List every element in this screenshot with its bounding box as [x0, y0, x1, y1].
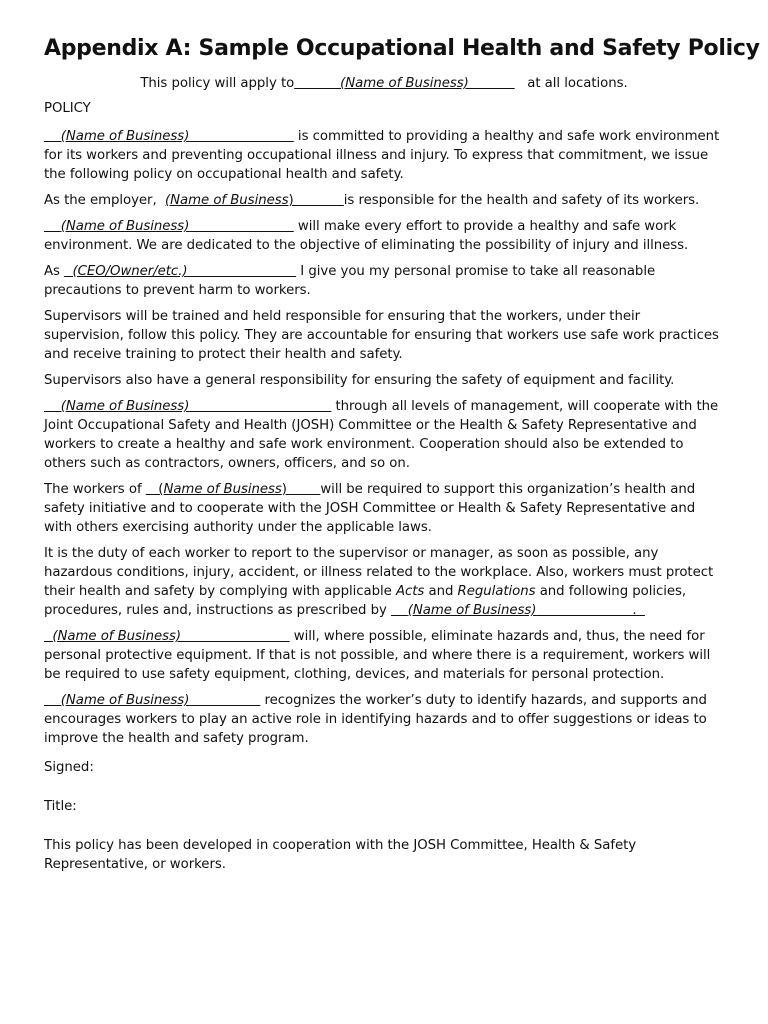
business-name-placeholder: Name of Business [163, 482, 282, 497]
document-title: Appendix A: Sample Occupational Health and Safety Policy [44, 36, 760, 61]
blank-pad: ) [281, 482, 321, 497]
business-name-blank [44, 693, 260, 708]
apply-statement [44, 74, 724, 93]
paragraph-effort [44, 217, 724, 255]
business-name-blank [44, 629, 290, 644]
regulations-term: Regulations [457, 584, 536, 599]
paragraph-text: I give you my personal promise to take all reasonable precautions to prevent harm to workers. [44, 264, 656, 298]
signed-label: Signed: [44, 760, 94, 775]
business-name-placeholder: (Name of Business [165, 193, 289, 208]
policy-label: POLICY [44, 101, 91, 116]
paragraph-pre: As [44, 264, 65, 279]
business-name-placeholder: (Name of Business) [60, 219, 190, 234]
business-name-placeholder: (Name of Business) [60, 693, 190, 708]
blank-pad [181, 629, 290, 644]
business-name-blank [294, 76, 515, 91]
paragraph-text: recognizes the worker’s duty to identify hazards, and supports and encourages workers to play an active role in identifying hazards and to offer suggestions or ideas to improve the health and safety program. [44, 693, 707, 746]
business-name-blank [44, 129, 294, 144]
blank-pad: ( [145, 482, 164, 497]
paragraph-promise [44, 262, 724, 300]
business-name-blank [146, 482, 321, 497]
blank-pad [189, 129, 293, 144]
business-name-placeholder: (Name of Business) [407, 603, 537, 618]
blank-pad [189, 219, 293, 234]
blank-pad [189, 693, 260, 708]
business-name-blank [165, 193, 344, 208]
acts-term: Acts [395, 584, 425, 599]
paragraph-workers-support [44, 480, 724, 537]
ceo-blank [64, 264, 296, 279]
paragraph-text: through all levels of management, will cooperate with the Joint Occupational Safety and Health (JOSH) Committee or the Health & Safety Representative and workers to create a healthy and safe work environment. Cooperation should also be extended to others such as contractors, owners, officers, and so on. [44, 399, 719, 471]
business-name-placeholder: (Name of Business) [52, 629, 181, 644]
business-name-placeholder: (Name of Business) [60, 399, 190, 414]
business-name-blank [391, 603, 645, 618]
paragraph-text: is responsible for the health and safety of its workers. [343, 193, 700, 208]
blank-pad: ) [288, 193, 344, 208]
apply-post: at all locations. [527, 76, 628, 91]
business-name-placeholder: (Name of Business) [294, 76, 515, 91]
blank-pad [44, 399, 61, 414]
paragraph-text: is committed to providing a healthy and safe work environment for its workers and preventing occupational illness and injury. To express that commitment, we issue the following policy on occupational health and safety. [44, 129, 720, 182]
paragraph-text: It is the duty of each worker to report to the supervisor or manager, as soon as possible, any hazardous conditions, injury, accident, or illness related to the workplace. Also, workers must protect their health and safety by complying with applicable [44, 546, 714, 599]
business-name-blank [44, 399, 331, 414]
paragraph-employer [44, 191, 724, 210]
title-label: Title: [44, 799, 77, 814]
paragraph-cooperation [44, 397, 724, 473]
business-name-blank [44, 219, 294, 234]
paragraph-pre: As the employer, [44, 193, 165, 208]
apply-pre: This policy will apply to [140, 76, 295, 91]
paragraph-supervisors-trained: Supervisors will be trained and held responsible for ensuring that the workers, under their supervision, follow this policy. They are accountable for ensuring that workers use safe work practices and receive training to protect their health and safety. [44, 309, 719, 362]
paragraph-text: will be required to support this organization’s health and safety initiative and to cooperate with the JOSH Committee or Health & Safety Representative and with others exercising authority under the applicable laws. [44, 482, 696, 535]
blank-pad [44, 693, 61, 708]
paragraph-pre: The workers of [44, 482, 146, 497]
paragraph-hazards [44, 627, 724, 684]
closing-statement: This policy has been developed in cooperation with the JOSH Committee, Health & Safety Representative, or workers. [44, 838, 637, 872]
blank-pad: . [536, 603, 645, 618]
blank-pad [44, 129, 61, 144]
paragraph-worker-duty [44, 544, 724, 620]
paragraph-supervisors-responsibility: Supervisors also have a general responsibility for ensuring the safety of equipment and facility. [44, 373, 675, 388]
blank-pad [391, 603, 408, 618]
ceo-placeholder: (CEO/Owner/etc.) [72, 264, 188, 279]
paragraph-recognizes [44, 691, 724, 748]
blank-pad [189, 399, 331, 414]
conjunction: and [424, 584, 458, 599]
blank-pad [44, 219, 61, 234]
blank-pad [188, 264, 297, 279]
paragraph-text: will, where possible, eliminate hazards and, thus, the need for personal protective equipment. If that is not possible, and where there is a requirement, workers will be required to use safety equipment, clothing, devices, and materials for personal protection. [44, 629, 711, 682]
paragraph-commitment [44, 127, 724, 184]
paragraph-text: will make every effort to provide a healthy and safe work environment. We are dedicated to the objective of eliminating the possibility of injury and illness. [44, 219, 689, 253]
business-name-placeholder: (Name of Business) [60, 129, 190, 144]
paragraph-text: and following policies, procedures, rules and, instructions as prescribed by [44, 584, 687, 618]
